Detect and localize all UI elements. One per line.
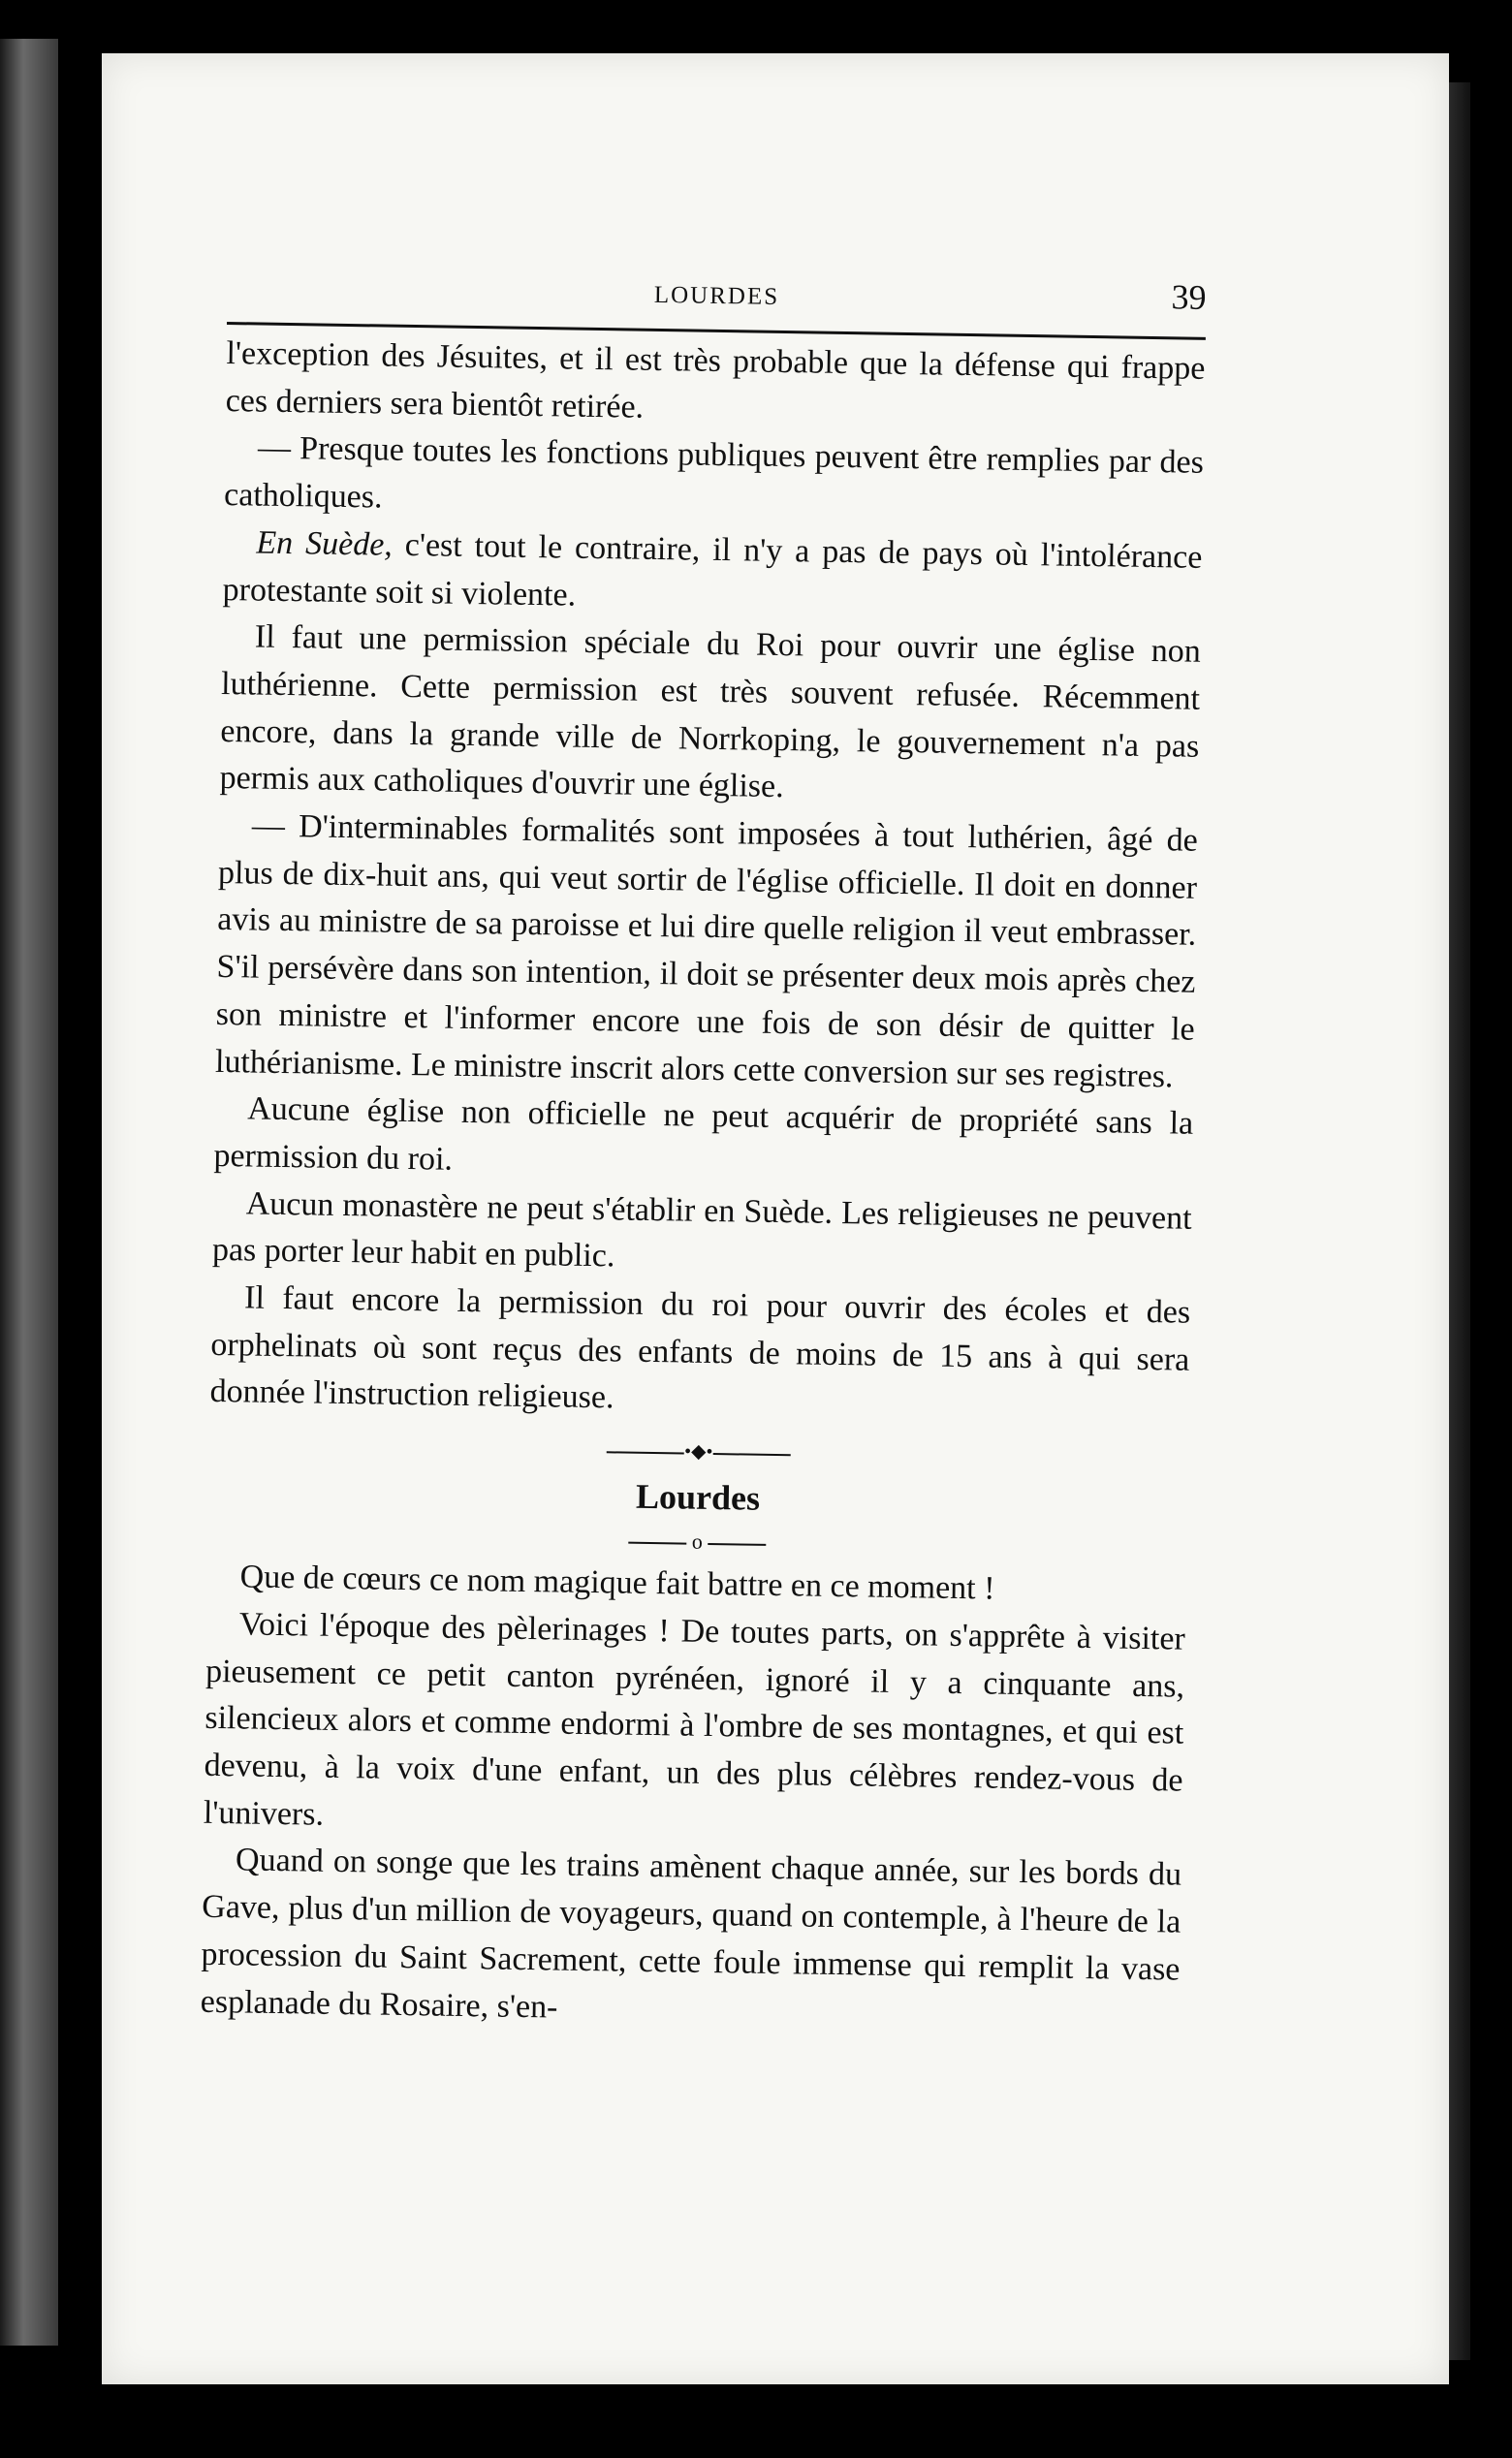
paragraph: Quand on songe que les trains amènent chaque année, sur les bords du Gave, plus d'un million de voyageurs, quand on contemple, à l'heure de la procession du Saint Sacrement, cette foule immense qui remplit la vase esplanade du Rosaire, s'en- bbox=[200, 1842, 1182, 2026]
paragraph: Il faut encore la permission du roi pour ouvrir des écoles et des orphelinats où sont reçus des enfants de moins de 15 ans à qui sera donnée l'instruction religieuse. bbox=[209, 1279, 1191, 1416]
paragraph-rest: c'est tout le contraire, il n'y a pas de pays où l'intolérance protestante soit si violente. bbox=[222, 526, 1203, 614]
paragraph: Aucune église non officielle ne peut acquérir de propriété sans la permission du roi. bbox=[213, 1090, 1194, 1178]
paragraph: Aucun monastère ne peut s'établir en Suède. Les religieuses ne peuvent pas porter leur habit en public. bbox=[211, 1185, 1192, 1275]
running-head-title: LOURDES bbox=[653, 281, 780, 310]
book-spine-edge bbox=[0, 39, 58, 2346]
paragraph: Que de cœurs ce nom magique fait battre en ce moment ! bbox=[239, 1559, 995, 1607]
body-text bbox=[200, 331, 1205, 2041]
separator-glyph: o bbox=[691, 1528, 704, 1555]
paragraph: — Presque toutes les fonctions publiques peuvent être remplies par des catholiques. bbox=[223, 429, 1205, 516]
ornament-glyph: •◆• bbox=[683, 1440, 713, 1464]
paragraph: Voici l'époque des pèlerinages ! De toutes parts, on s'apprête à visiter pieusement ce petit canton pyrénéen, ignoré il y a cinquante ans, silencieux alors et comme endormi à l'ombre de ses montagnes, et qui est devenu, à la voix d'une enfant, un des plus célèbres rendez-vous de l'univers. bbox=[203, 1606, 1186, 1833]
section-title: Lourdes bbox=[635, 1476, 761, 1518]
paragraph: l'exception des Jésuites, et il est très probable que la défense qui frappe ces derniers sera bientôt retirée. bbox=[225, 334, 1206, 425]
page-content bbox=[200, 262, 1206, 2041]
paragraph: Il faut une permission spéciale du Roi pour ouvrir une église non luthérienne. Cette permission est très souvent refusée. Récemment encore, dans la grande ville de Norrkoping, le gouvernement n'a pas permis aux catholiques d'ouvrir une église. bbox=[219, 618, 1202, 805]
paragraph-lead: En Suède, bbox=[256, 524, 394, 563]
page-number: 39 bbox=[1171, 277, 1207, 317]
paragraph: — D'interminables formalités sont imposées à tout luthérien, âgé de plus de dix-huit ans, qui veut sortir de l'église officielle. Il doit en donner avis au ministre de sa paroisse et lui dire quelle religion il veut embrasser. S'il persévère dans son intention, il doit se présenter deux mois après chez son ministre et l'informer encore une fois de son désir de quitter le luthérianisme. Le ministre inscrit alors cette conversion sur ses registres. bbox=[214, 807, 1199, 1094]
page-edge-shadow bbox=[1449, 82, 1470, 2360]
paragraph bbox=[222, 520, 1202, 629]
